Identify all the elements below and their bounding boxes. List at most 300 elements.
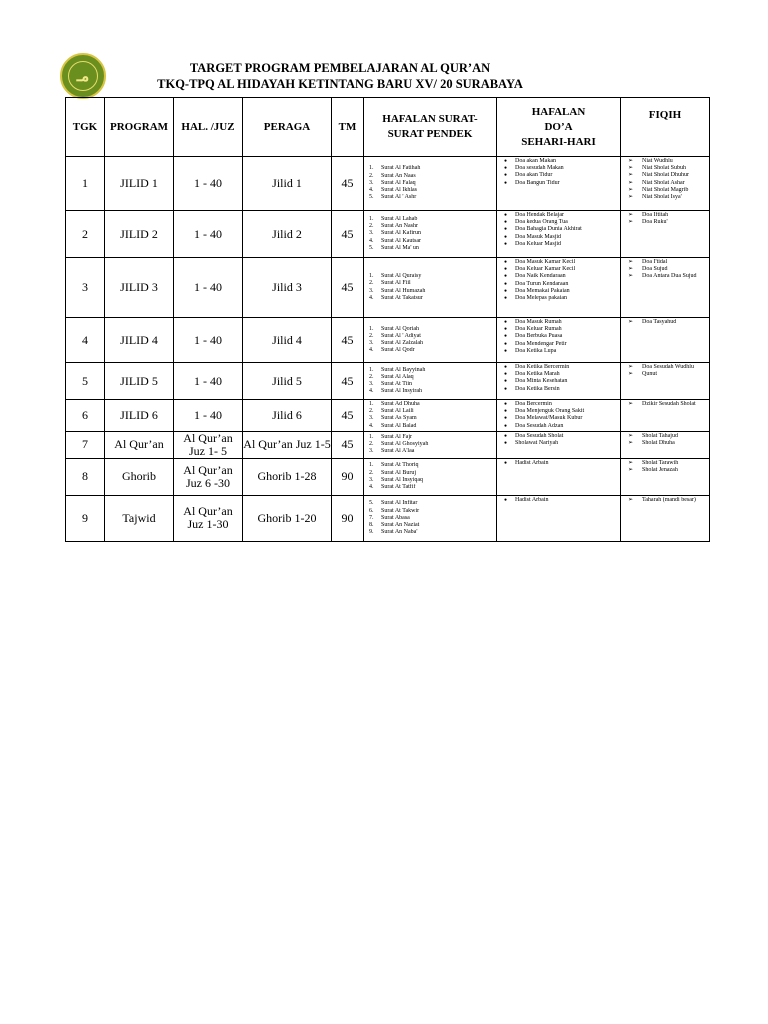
list-item xyxy=(624,364,707,371)
list-item xyxy=(500,281,618,288)
cell-peraga: Jilid 4 xyxy=(243,318,332,363)
list-item xyxy=(367,273,494,280)
list-item xyxy=(500,273,618,280)
arrow-bullet-icon: ➢ xyxy=(628,179,634,186)
cell-peraga: Al Qur’an Juz 1-5 xyxy=(243,431,332,458)
list-item xyxy=(367,477,494,484)
bullet-icon: ● xyxy=(504,166,508,172)
surat-name: Surat Al A'laa xyxy=(381,448,415,455)
list-number: 2. xyxy=(369,332,374,339)
list-item xyxy=(500,371,618,378)
surat-name: Surat Al Qoriah xyxy=(381,325,419,332)
bullet-icon: ● xyxy=(504,416,508,422)
list-number: 4. xyxy=(369,347,374,354)
cell-hafalan-surat xyxy=(364,258,497,318)
bullet-icon: ● xyxy=(504,274,508,280)
list-item xyxy=(367,180,494,187)
doa-name: Hadist Arbain xyxy=(515,459,549,466)
list-number: 5. xyxy=(369,500,374,507)
cell-tgk: 3 xyxy=(66,258,105,318)
doa-name: Doa Masuk Rumah xyxy=(515,319,562,325)
list-item xyxy=(624,259,707,266)
cell-peraga: Jilid 5 xyxy=(243,363,332,400)
cell-hal-juz: 1 - 40 xyxy=(174,400,243,432)
fiqih-item: Dzikir Sesudah Sholat xyxy=(642,401,696,407)
surat-name: Surat Al Laili xyxy=(381,408,414,415)
list-item xyxy=(500,497,618,504)
arrow-bullet-icon: ➢ xyxy=(628,273,634,280)
surat-name: Surat Al Alaq xyxy=(381,373,414,380)
cell-tgk: 8 xyxy=(66,458,105,495)
surat-name: Surat Abasa xyxy=(381,514,410,521)
list-item xyxy=(500,408,618,415)
cell-hal-juz: Al Qur’an Juz 1-30 xyxy=(174,495,243,541)
list-item xyxy=(367,194,494,201)
table-row xyxy=(66,157,710,211)
fiqih-item: Sholat Jenazah xyxy=(642,467,678,474)
fiqih-item: Doa Sesudah Wudhlu xyxy=(642,364,694,370)
cell-peraga: Ghorib 1-20 xyxy=(243,495,332,541)
list-item xyxy=(367,434,494,441)
surat-name: Surat Al Infitar xyxy=(381,500,418,507)
list-item xyxy=(367,340,494,347)
fiqih-item: Niat Sholat Ashar xyxy=(642,179,685,186)
surat-name: Surat At Tatfif xyxy=(381,484,416,491)
list-item xyxy=(367,238,494,245)
cell-hafalan-surat xyxy=(364,495,497,541)
cell-hafalan-doa xyxy=(497,363,621,400)
list-item xyxy=(500,364,618,371)
list-number: 2. xyxy=(369,280,374,287)
list-item xyxy=(500,288,618,295)
surat-name: Surat At Takwir xyxy=(381,507,420,514)
fiqih-item: Doa Iftitah xyxy=(642,212,669,218)
list-number: 4. xyxy=(369,388,374,395)
cell-hafalan-doa xyxy=(497,458,621,495)
list-item xyxy=(624,172,707,179)
cell-tgk: 7 xyxy=(66,431,105,458)
doa-name: Hadist Arbain xyxy=(515,496,549,503)
list-item xyxy=(500,460,618,467)
list-number: 2. xyxy=(369,469,374,476)
list-item xyxy=(624,219,707,226)
cell-peraga: Jilid 3 xyxy=(243,258,332,318)
cell-program: JILID 1 xyxy=(105,157,174,211)
list-number: 5. xyxy=(369,244,374,251)
bullet-icon: ● xyxy=(504,267,508,273)
cell-program: JILID 2 xyxy=(105,211,174,258)
list-item xyxy=(500,295,618,302)
surat-name: Surat Al Fajr xyxy=(381,434,412,440)
bullet-icon: ● xyxy=(504,334,508,340)
col-header-fiqih: FIQIH xyxy=(621,98,710,157)
list-item xyxy=(367,367,494,374)
arrow-bullet-icon: ➢ xyxy=(628,432,634,439)
cell-tm: 90 xyxy=(332,495,364,541)
doa-name: Doa Menjenguk Orang Sakit xyxy=(515,408,585,415)
cell-fiqih xyxy=(621,157,710,211)
surat-name: Surat Al Falaq xyxy=(381,179,416,186)
list-item xyxy=(500,165,618,172)
bullet-icon: ● xyxy=(504,220,508,226)
arrow-bullet-icon: ➢ xyxy=(628,172,634,179)
arrow-bullet-icon: ➢ xyxy=(628,158,634,164)
cell-tm: 45 xyxy=(332,363,364,400)
list-item xyxy=(624,433,707,440)
table-row xyxy=(66,258,710,318)
cell-tm: 45 xyxy=(332,258,364,318)
list-item xyxy=(624,180,707,187)
doa-name: Doa kedua Orang Tua xyxy=(515,219,568,226)
list-item xyxy=(367,508,494,515)
surat-name: Surat Al Kautsar xyxy=(381,237,421,244)
fiqih-item: Niat Sholat Dhuhur xyxy=(642,172,689,179)
cell-hal-juz: Al Qur’an Juz 1- 5 xyxy=(174,431,243,458)
list-item xyxy=(367,347,494,354)
cell-tgk: 1 xyxy=(66,157,105,211)
cell-peraga: Jilid 6 xyxy=(243,400,332,432)
list-number: 9. xyxy=(369,529,374,536)
table-header-row xyxy=(66,98,710,157)
surat-name: Surat Al Quraisy xyxy=(381,273,422,280)
surat-name: Surat An Naba' xyxy=(381,529,418,536)
cell-tm: 45 xyxy=(332,211,364,258)
surat-name: Surat Al Ma' un xyxy=(381,244,419,251)
arrow-bullet-icon: ➢ xyxy=(628,364,634,370)
doa-name: Doa Minta Kesehatan xyxy=(515,378,568,385)
surat-name: Surat Al ' Ashr xyxy=(381,194,417,201)
table-row xyxy=(66,431,710,458)
cell-hal-juz: 1 - 40 xyxy=(174,258,243,318)
cell-hal-juz: 1 - 40 xyxy=(174,318,243,363)
list-item xyxy=(624,497,707,504)
cell-fiqih xyxy=(621,318,710,363)
list-item xyxy=(624,273,707,280)
list-number: 2. xyxy=(369,441,374,448)
list-number: 1. xyxy=(369,366,374,373)
surat-name: Surat Ad Dhuha xyxy=(381,401,420,407)
list-number: 3. xyxy=(369,340,374,346)
fiqih-item: Doa Tasyahud xyxy=(642,319,677,325)
list-item xyxy=(367,448,494,455)
arrow-bullet-icon: ➢ xyxy=(628,319,634,325)
cell-hafalan-doa xyxy=(497,157,621,211)
doa-name: Doa Turun Kendaraan xyxy=(515,280,569,287)
fiqih-item: Niat Sholat Magrib xyxy=(642,186,689,193)
list-item xyxy=(367,401,494,408)
cell-program: Ghorib xyxy=(105,458,174,495)
col-header-tm: TM xyxy=(332,98,364,157)
list-item xyxy=(367,484,494,491)
list-number: 1. xyxy=(369,215,374,222)
fiqih-item: Taharah (mandi besar) xyxy=(642,496,696,503)
list-item xyxy=(367,280,494,287)
list-item xyxy=(367,374,494,381)
cell-program: JILID 4 xyxy=(105,318,174,363)
cell-tgk: 4 xyxy=(66,318,105,363)
surat-name: Surat An Naas xyxy=(381,172,416,179)
list-number: 8. xyxy=(369,521,374,528)
list-number: 2. xyxy=(369,373,374,380)
list-item xyxy=(500,226,618,233)
bullet-icon: ● xyxy=(504,281,508,287)
cell-tgk: 9 xyxy=(66,495,105,541)
doa-name: Doa Melawat/Masuk Kubur xyxy=(515,415,583,422)
list-item xyxy=(367,295,494,302)
list-item xyxy=(367,173,494,180)
cell-program: Al Qur’an xyxy=(105,431,174,458)
bullet-icon: ● xyxy=(504,372,508,378)
cell-fiqih xyxy=(621,495,710,541)
surat-name: Surat Al Insyiqaq xyxy=(381,476,423,483)
list-item xyxy=(367,333,494,340)
cell-fiqih xyxy=(621,258,710,318)
bullet-icon: ● xyxy=(504,320,508,325)
list-item xyxy=(367,441,494,448)
list-number: 3. xyxy=(369,230,374,237)
cell-tm: 45 xyxy=(332,431,364,458)
table-row xyxy=(66,495,710,541)
list-item xyxy=(367,230,494,237)
bullet-icon: ● xyxy=(504,234,508,240)
cell-fiqih xyxy=(621,211,710,258)
cell-peraga: Jilid 1 xyxy=(243,157,332,211)
doa-name: Doa akan Makan xyxy=(515,158,556,164)
cell-hafalan-surat xyxy=(364,431,497,458)
bullet-icon: ● xyxy=(504,379,508,385)
doa-name: Doa Keluar Rumah xyxy=(515,326,562,333)
fiqih-item: Sholat Tarawih xyxy=(642,459,679,466)
list-item xyxy=(367,288,494,295)
cell-fiqih xyxy=(621,363,710,400)
cell-peraga: Jilid 2 xyxy=(243,211,332,258)
list-number: 3. xyxy=(369,381,374,387)
list-number: 1. xyxy=(369,401,374,407)
cell-program: JILID 6 xyxy=(105,400,174,432)
list-item xyxy=(367,470,494,477)
arrow-bullet-icon: ➢ xyxy=(628,194,634,201)
surat-name: Surat Al Bayyinah xyxy=(381,366,426,373)
table-row xyxy=(66,363,710,400)
list-number: 1. xyxy=(369,325,374,332)
doa-name: Doa Keluar Masjid xyxy=(515,240,561,247)
fiqih-item: Niat Sholat Subuh xyxy=(642,165,687,172)
list-item xyxy=(624,187,707,194)
list-number: 3. xyxy=(369,415,374,422)
cell-tm: 45 xyxy=(332,157,364,211)
cell-hafalan-doa xyxy=(497,431,621,458)
list-item xyxy=(500,401,618,408)
doa-name: Doa Memakai Pakaian xyxy=(515,287,570,294)
list-item xyxy=(367,388,494,395)
bullet-icon: ● xyxy=(504,433,508,439)
cell-tgk: 5 xyxy=(66,363,105,400)
surat-name: Surat At Tiin xyxy=(381,381,413,387)
cell-program: Tajwid xyxy=(105,495,174,541)
list-item xyxy=(624,194,707,201)
list-number: 3. xyxy=(369,448,374,455)
arrow-bullet-icon: ➢ xyxy=(628,212,634,218)
list-number: 1. xyxy=(369,273,374,280)
bullet-icon: ● xyxy=(504,409,508,415)
list-item xyxy=(367,326,494,333)
cell-tgk: 2 xyxy=(66,211,105,258)
doa-name: Doa Masuk Masjid xyxy=(515,233,561,240)
list-item xyxy=(367,423,494,430)
cell-hal-juz: Al Qur’an Juz 6 -30 xyxy=(174,458,243,495)
list-number: 4. xyxy=(369,484,374,491)
list-item xyxy=(500,212,618,219)
list-number: 1. xyxy=(369,462,374,469)
doa-name: Sholawat Nariyah xyxy=(515,440,559,447)
fiqih-item: Sholat Tahajud xyxy=(642,432,678,439)
col-header-hal-juz: HAL. /JUZ xyxy=(174,98,243,157)
list-item xyxy=(624,460,707,467)
doa-name: Doa Sesudah Adzan xyxy=(515,422,564,429)
table-row xyxy=(66,211,710,258)
surat-name: Surat Al Lahab xyxy=(381,215,418,222)
bullet-icon: ● xyxy=(504,460,508,466)
doa-name: Doa sesudah Makan xyxy=(515,165,564,172)
bullet-icon: ● xyxy=(504,159,508,164)
surat-name: Surat At Thoriq xyxy=(381,462,419,469)
cell-program: JILID 3 xyxy=(105,258,174,318)
list-item xyxy=(500,158,618,165)
cell-hafalan-surat xyxy=(364,157,497,211)
cell-hafalan-surat xyxy=(364,458,497,495)
list-item xyxy=(500,386,618,393)
arrow-bullet-icon: ➢ xyxy=(628,459,634,466)
surat-name: Surat An Naziat xyxy=(381,521,420,528)
list-item xyxy=(367,500,494,507)
bullet-icon: ● xyxy=(504,288,508,294)
surat-name: Surat At Takatsur xyxy=(381,294,423,301)
cell-tgk: 6 xyxy=(66,400,105,432)
bullet-icon: ● xyxy=(504,441,508,447)
bullet-icon: ● xyxy=(504,227,508,233)
cell-fiqih xyxy=(621,400,710,432)
doa-name: Doa Ketika Marah xyxy=(515,371,560,378)
doa-name: Doa Mendengar Petir xyxy=(515,340,567,347)
arrow-bullet-icon: ➢ xyxy=(628,467,634,474)
list-number: 4. xyxy=(369,187,374,194)
arrow-bullet-icon: ➢ xyxy=(628,186,634,193)
doa-name: Doa Ketika Bercermin xyxy=(515,364,570,370)
surat-name: Surat Al Balad xyxy=(381,422,417,429)
list-number: 3. xyxy=(369,287,374,294)
list-item xyxy=(500,180,618,187)
arrow-bullet-icon: ➢ xyxy=(628,496,634,503)
arrow-bullet-icon: ➢ xyxy=(628,371,634,378)
fiqih-item: Doa I'tidal xyxy=(642,259,668,265)
bullet-icon: ● xyxy=(504,173,508,179)
fiqih-item: Niat Sholat Isya' xyxy=(642,194,682,201)
doa-name: Doa Ketika Bersin xyxy=(515,385,560,392)
bullet-icon: ● xyxy=(504,402,508,407)
cell-hal-juz: 1 - 40 xyxy=(174,157,243,211)
list-item xyxy=(624,401,707,408)
document-subtitle: TKQ-TPQ AL HIDAYAH KETINTANG BARU XV/ 20 SURABAYA xyxy=(157,77,523,91)
list-item xyxy=(624,212,707,219)
doa-name: Doa Keluar Kamar Kecil xyxy=(515,266,576,273)
bullet-icon: ● xyxy=(504,423,508,429)
doa-name: Doa Berbuka Puasa xyxy=(515,333,563,340)
list-item xyxy=(624,266,707,273)
bullet-icon: ● xyxy=(504,497,508,503)
cell-tm: 45 xyxy=(332,400,364,432)
bullet-icon: ● xyxy=(504,213,508,218)
list-number: 1. xyxy=(369,165,374,172)
list-item xyxy=(624,440,707,447)
surat-name: Surat Al Insyirah xyxy=(381,388,422,395)
cell-hafalan-surat xyxy=(364,211,497,258)
list-item xyxy=(500,259,618,266)
list-item xyxy=(500,348,618,355)
mosque-emblem-icon xyxy=(60,53,106,99)
fiqih-item: Sholat Dhuha xyxy=(642,440,675,447)
list-item xyxy=(367,415,494,422)
table-row xyxy=(66,458,710,495)
list-item xyxy=(500,378,618,385)
cell-peraga: Ghorib 1-28 xyxy=(243,458,332,495)
bullet-icon: ● xyxy=(504,365,508,370)
doa-name: Doa Ketika Lupa xyxy=(515,347,557,354)
list-item xyxy=(500,319,618,326)
col-header-tgk: TGK xyxy=(66,98,105,157)
list-item xyxy=(624,165,707,172)
logo-glyph: مـ xyxy=(76,68,90,85)
bullet-icon: ● xyxy=(504,386,508,392)
list-item xyxy=(500,241,618,248)
surat-name: Surat An Nashr xyxy=(381,223,418,230)
list-item xyxy=(624,158,707,165)
surat-name: Surat As Syam xyxy=(381,415,417,422)
cell-tm: 45 xyxy=(332,318,364,363)
cell-hafalan-doa xyxy=(497,211,621,258)
cell-program: JILID 5 xyxy=(105,363,174,400)
doa-name: Doa akan Tidur xyxy=(515,172,553,179)
arrow-bullet-icon: ➢ xyxy=(628,266,634,273)
surat-name: Surat Al Fatihah xyxy=(381,165,421,172)
list-number: 6. xyxy=(369,507,374,514)
bullet-icon: ● xyxy=(504,348,508,354)
surat-name: Surat Al Buruj xyxy=(381,469,417,476)
cell-fiqih xyxy=(621,431,710,458)
arrow-bullet-icon: ➢ xyxy=(628,440,634,447)
bullet-icon: ● xyxy=(504,260,508,265)
doa-name: Doa Bercermin xyxy=(515,401,552,407)
list-item xyxy=(367,529,494,536)
doa-name: Doa Naik Kendaraan xyxy=(515,273,566,280)
cell-hafalan-doa xyxy=(497,495,621,541)
cell-hafalan-doa xyxy=(497,258,621,318)
list-item xyxy=(367,408,494,415)
fiqih-item: Qunut xyxy=(642,371,657,378)
list-item xyxy=(367,515,494,522)
surat-name: Surat Al Zalzalah xyxy=(381,340,423,346)
list-item xyxy=(500,266,618,273)
surat-name: Surat Al Ikhlas xyxy=(381,187,417,194)
doa-name: Doa Bahagia Dunia Akhirat xyxy=(515,226,582,233)
col-header-hafalan-doa: HAFALAN DO’A SEHARI-HARI xyxy=(497,98,621,157)
bullet-icon: ● xyxy=(504,180,508,186)
cell-hafalan-surat xyxy=(364,400,497,432)
list-item xyxy=(367,223,494,230)
cell-hal-juz: 1 - 40 xyxy=(174,363,243,400)
col-header-program: PROGRAM xyxy=(105,98,174,157)
col-header-hafalan-surat: HAFALAN SURAT-SURAT PENDEK xyxy=(364,98,497,157)
surat-name: Surat Al Fiil xyxy=(381,280,411,287)
